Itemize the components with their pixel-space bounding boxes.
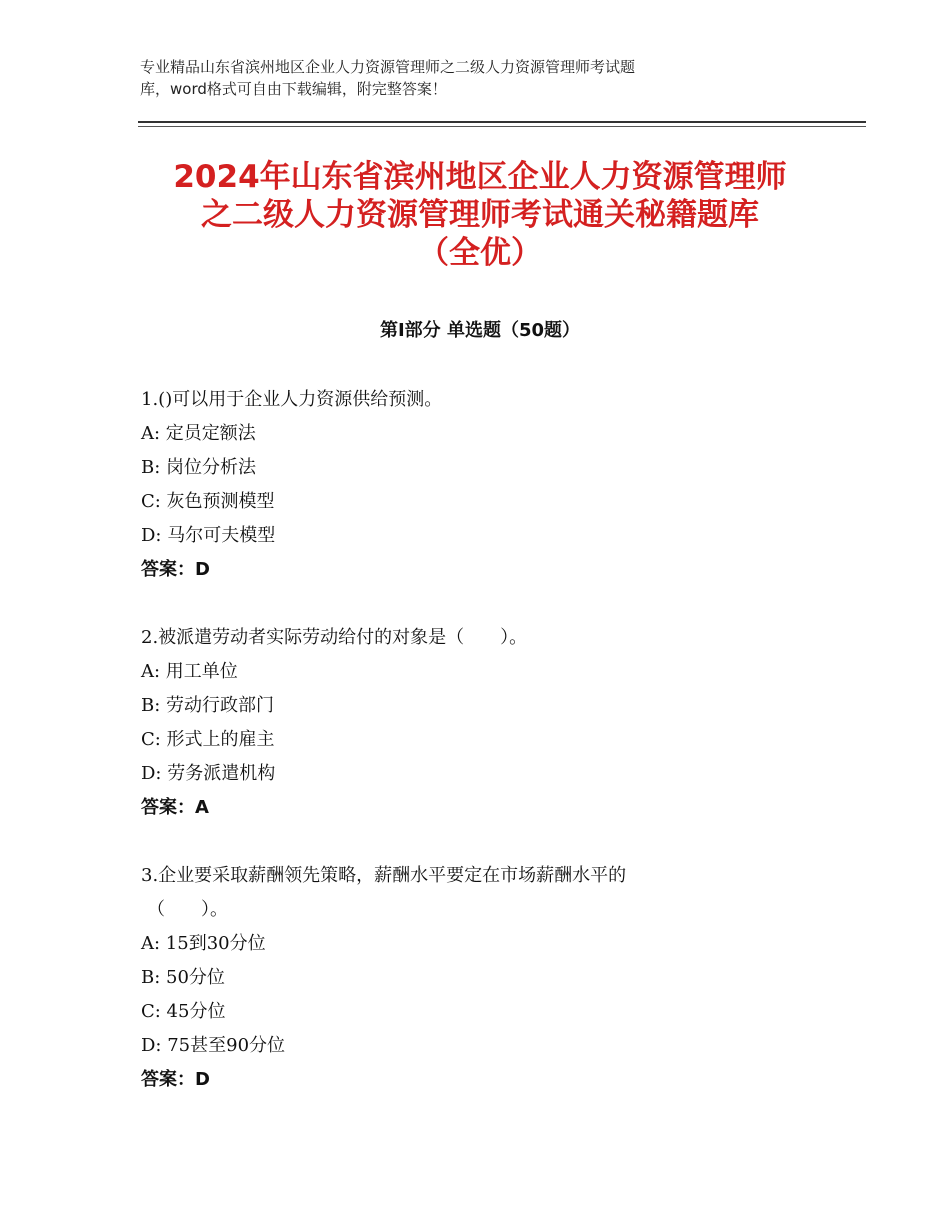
option-a: A: 15到30分位 xyxy=(141,933,266,954)
title-line: 2024年山东省滨州地区企业人力资源管理师 xyxy=(173,159,787,195)
option-b: B: 50分位 xyxy=(141,967,225,988)
title-line: （全优） xyxy=(418,235,542,271)
option-a: A: 定员定额法 xyxy=(141,423,256,444)
question-stem-continuation: （ ）。 xyxy=(147,899,228,920)
question-list xyxy=(141,383,821,1097)
question-stem: 1.()可以用于企业人力资源供给预测。 xyxy=(141,389,443,410)
header-note-line: 专业精品山东省滨州地区企业人力资源管理师之二级人力资源管理师考试题 xyxy=(140,58,636,76)
answer-line: 答案：D xyxy=(141,1069,210,1090)
option-b: B: 劳动行政部门 xyxy=(141,695,275,716)
question-stem: 3.企业要采取薪酬领先策略，薪酬水平要定在市场薪酬水平的 xyxy=(141,865,627,886)
option-d: D: 75甚至90分位 xyxy=(141,1035,286,1056)
question-gap xyxy=(141,587,821,621)
answer-line: 答案：A xyxy=(141,797,209,818)
option-c: C: 45分位 xyxy=(141,1001,226,1022)
question-item xyxy=(141,383,821,587)
header-divider-thin xyxy=(138,126,866,127)
option-c: C: 形式上的雇主 xyxy=(141,729,275,750)
question-gap xyxy=(141,825,821,859)
answer-line: 答案：D xyxy=(141,559,210,580)
option-a: A: 用工单位 xyxy=(141,661,238,682)
option-d: D: 劳务派遣机构 xyxy=(141,763,276,784)
document-title xyxy=(110,158,850,272)
section-title: 第Ⅰ部分 单选题（50题） xyxy=(379,320,580,341)
title-line: 之二级人力资源管理师考试通关秘籍题库 xyxy=(201,197,759,233)
option-c: C: 灰色预测模型 xyxy=(141,491,275,512)
header-divider-thick xyxy=(138,121,866,123)
question-stem: 2.被派遣劳动者实际劳动给付的对象是（ ）。 xyxy=(141,627,528,648)
header-note xyxy=(140,56,780,100)
option-d: D: 马尔可夫模型 xyxy=(141,525,276,546)
option-b: B: 岗位分析法 xyxy=(141,457,257,478)
question-item xyxy=(141,859,821,1097)
header-note-line: 库，word格式可自由下载编辑，附完整答案！ xyxy=(140,80,447,98)
question-item xyxy=(141,621,821,825)
